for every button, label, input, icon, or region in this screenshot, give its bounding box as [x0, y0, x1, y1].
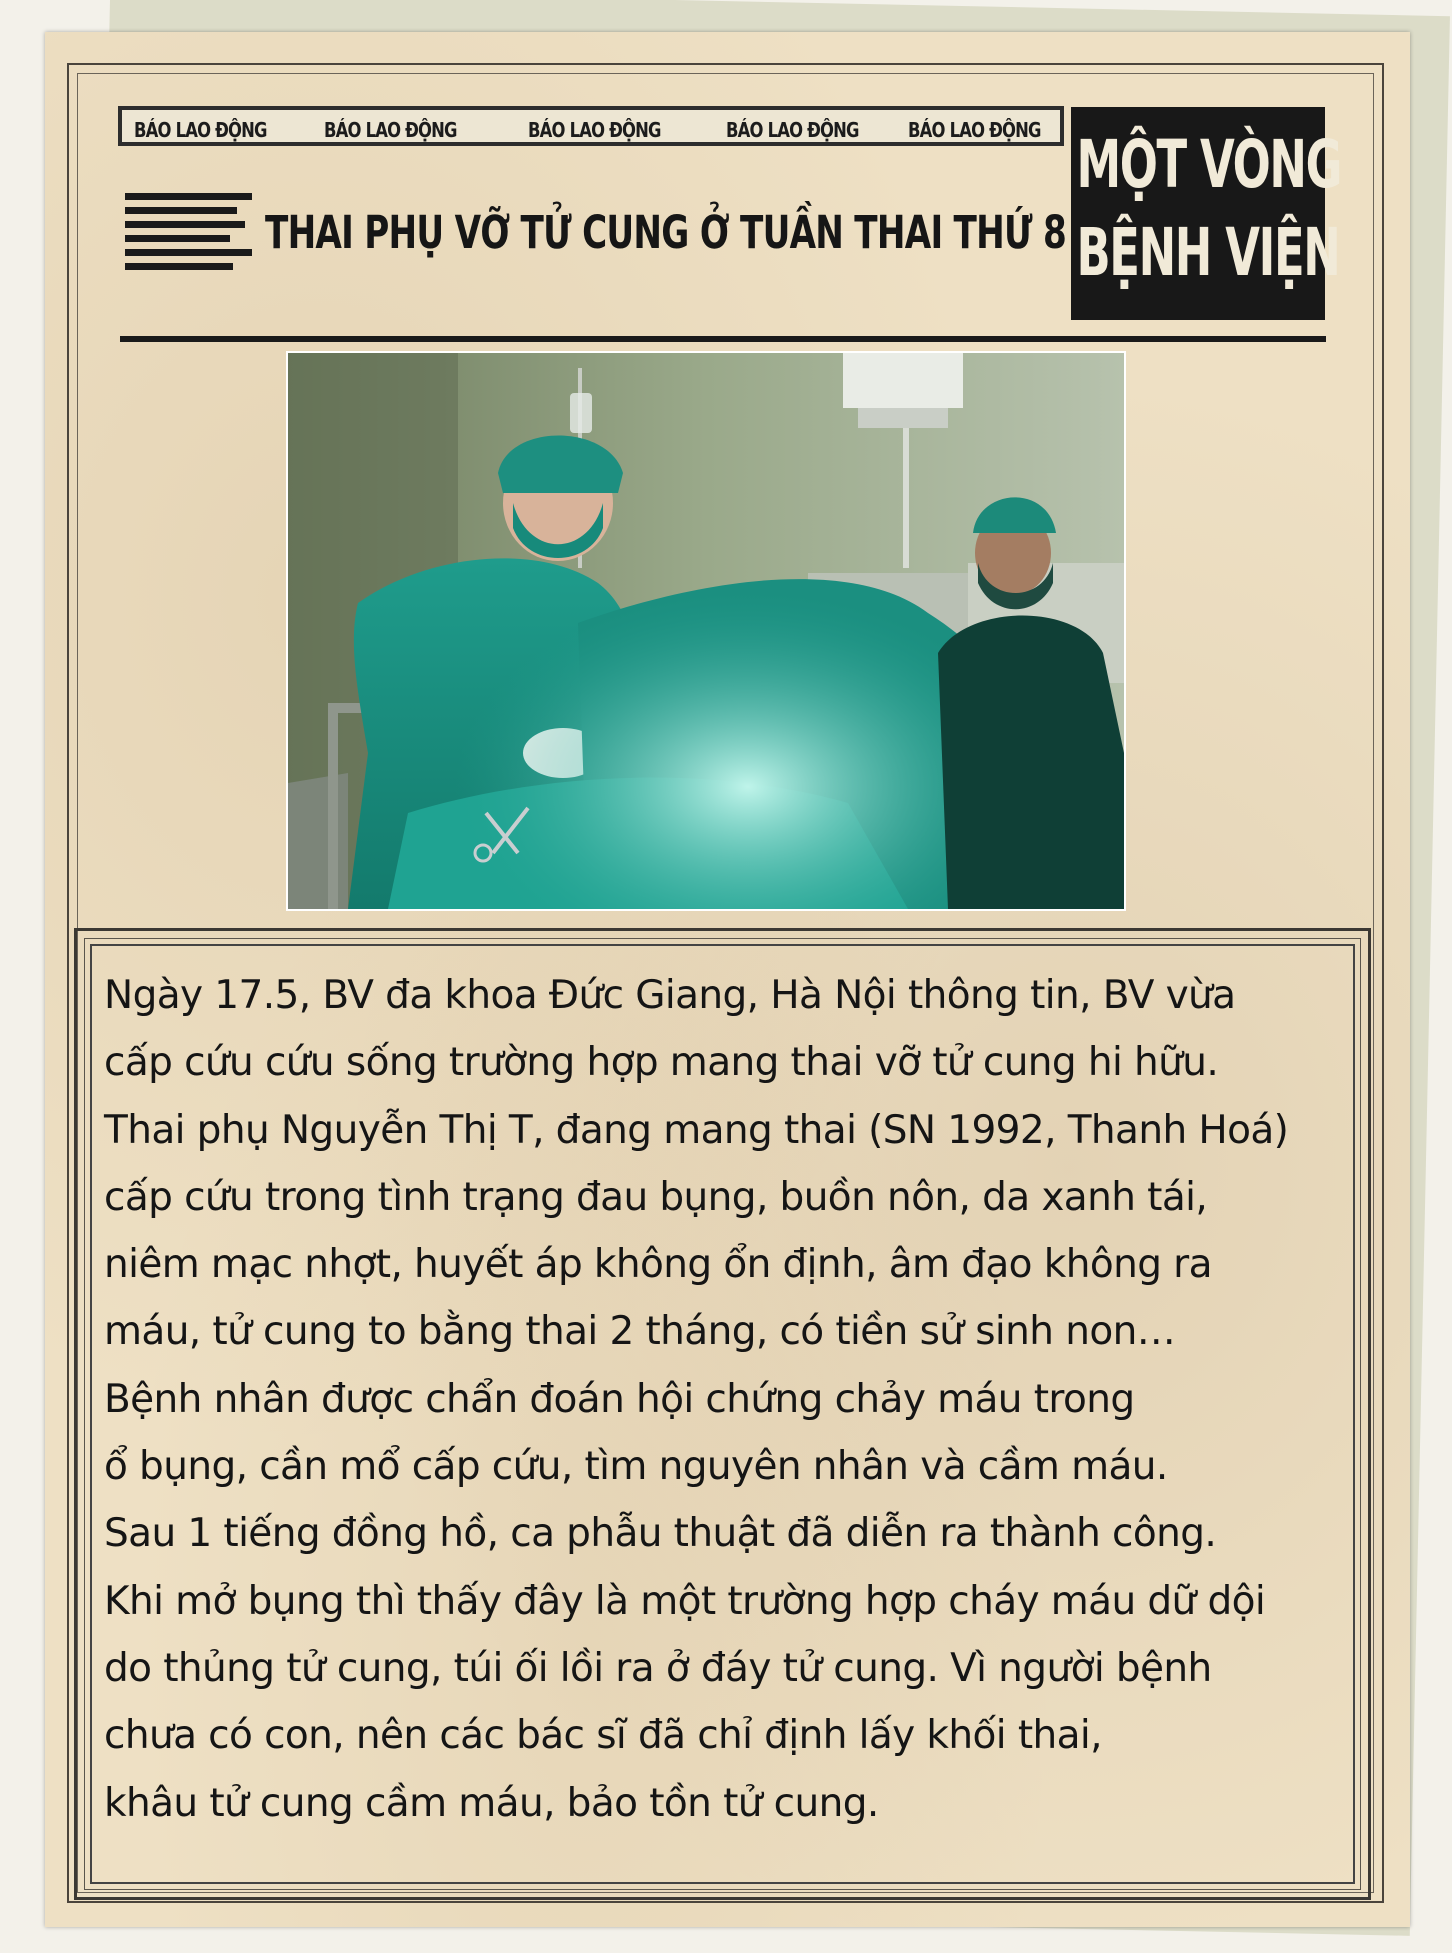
- article-line: do thủng tử cung, túi ối lồi ra ở đáy tử cung. Vì người bệnh: [104, 1645, 1212, 1691]
- article-line: máu, tử cung to bằng thai 2 tháng, có tiền sử sinh non…: [104, 1309, 1176, 1355]
- section-badge: [1071, 107, 1342, 320]
- article-line: chưa có con, nên các bác sĩ đã chỉ định lấy khối thai,: [104, 1713, 1102, 1759]
- badge-line-1: MỘT VÒNG: [1076, 126, 1342, 203]
- article-line: Sau 1 tiếng đồng hồ, ca phẫu thuật đã diễn ra thành công.: [104, 1511, 1217, 1557]
- badge-line-2: BỆNH VIỆN: [1076, 214, 1340, 291]
- masthead-item: BÁO LAO ĐỘNG: [908, 118, 1041, 142]
- article-line: cấp cứu cứu sống trường hợp mang thai vỡ tử cung hi hữu.: [104, 1040, 1219, 1086]
- article-line: ổ bụng, cần mổ cấp cứu, tìm nguyên nhân và cầm máu.: [104, 1444, 1168, 1490]
- headline-bars-icon: [125, 193, 252, 277]
- masthead-item: BÁO LAO ĐỘNG: [324, 118, 457, 142]
- masthead-item: BÁO LAO ĐỘNG: [134, 118, 267, 142]
- article-line: Ngày 17.5, BV đa khoa Đức Giang, Hà Nội thông tin, BV vừa: [104, 973, 1236, 1018]
- article-line: cấp cứu trong tình trạng đau bụng, buồn nôn, da xanh tái,: [104, 1174, 1208, 1220]
- article-line: Bệnh nhân được chẩn đoán hội chứng chảy máu trong: [104, 1376, 1135, 1422]
- masthead-strip: [118, 106, 1064, 146]
- article-line: khâu tử cung cầm máu, bảo tồn tử cung.: [104, 1780, 879, 1826]
- article-line: Khi mở bụng thì thấy đây là một trường hợp cháy máu dữ dội: [104, 1578, 1266, 1624]
- headline: THAI PHỤ VỠ TỬ CUNG Ở TUẦN THAI THỨ 8: [265, 206, 1066, 259]
- masthead-item: BÁO LAO ĐỘNG: [528, 118, 661, 142]
- masthead-item: BÁO LAO ĐỘNG: [726, 118, 859, 142]
- article-line: Thai phụ Nguyễn Thị T, đang mang thai (SN 1992, Thanh Hoá): [104, 1107, 1289, 1153]
- headline-rule: [120, 336, 1326, 342]
- article-line: niêm mạc nhợt, huyết áp không ổn định, âm đạo không ra: [104, 1242, 1212, 1288]
- article-body: [104, 962, 1366, 1837]
- surgery-photo: [286, 351, 1126, 911]
